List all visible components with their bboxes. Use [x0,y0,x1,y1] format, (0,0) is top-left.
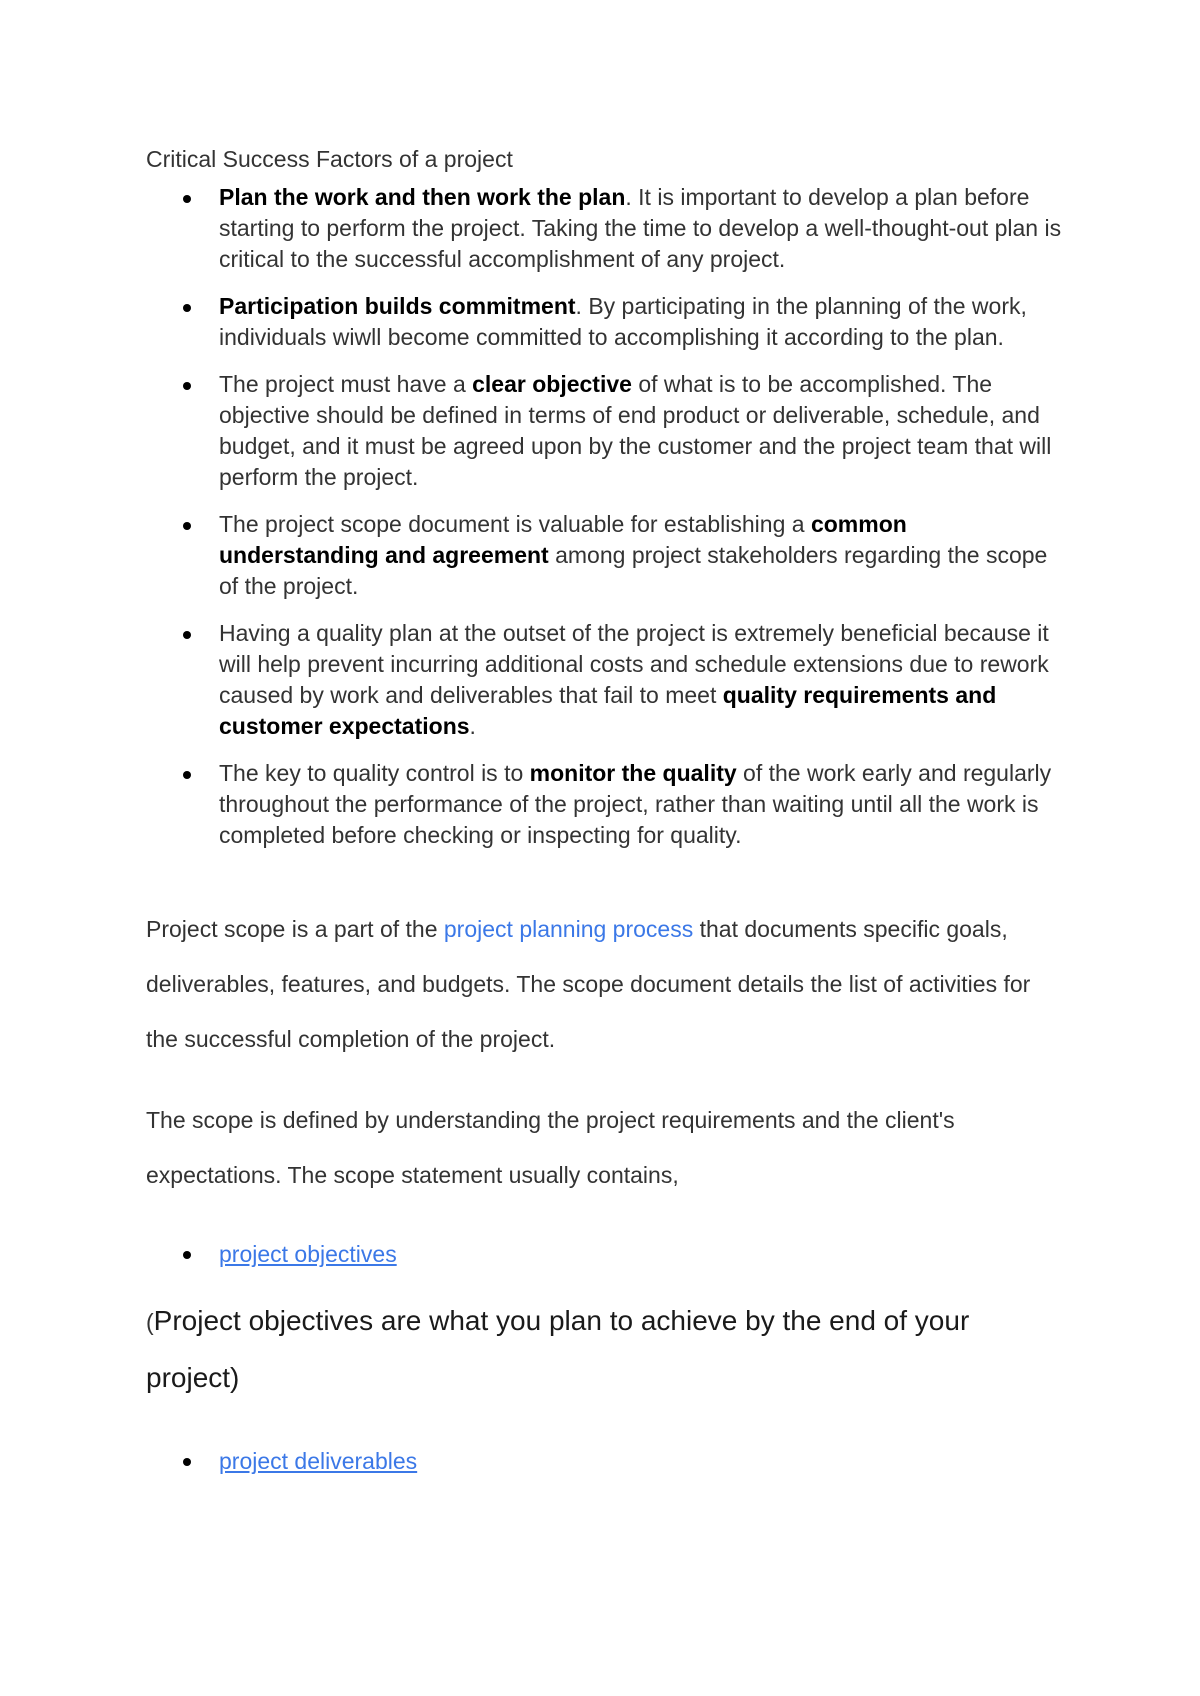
objectives-note [146,1293,1068,1406]
item-text: Having a quality plan at the outset of the project is extremely beneficial because it will help prevent incurring additional costs and schedule extensions due to rework caused by work and deliverables that fail to meet [219,620,1049,708]
item-text: The project scope document is valuable for establishing a [219,511,811,537]
item-bold: clear objective [472,371,632,397]
item-bold: monitor the quality [529,760,737,786]
project-objectives-link[interactable]: project objectives [219,1241,397,1267]
item-bold: common understanding and agreement [219,511,907,568]
list-item [146,509,1068,602]
bullet-icon [183,771,191,779]
item-bold: Participation builds commitment [219,293,576,319]
item-text: . By participating in the planning of the work, individuals wiwll become committed to accomplishing it according to the plan. [219,293,1027,350]
item-text: . It is important to develop a plan before starting to perform the project. Taking the time to develop a well-thought-out plan is critical to the successful accomplishment of any project. [219,184,1062,272]
project-deliverables-link[interactable]: project deliverables [219,1448,418,1474]
list-item [146,1237,1068,1271]
document-title: Critical Success Factors of a project [146,146,513,172]
open-paren: ( [146,1309,154,1335]
item-text: The project must have a [219,371,473,397]
scope-paragraph [146,902,1068,1067]
objectives-note-text: Project objectives are what you plan to achieve by the end of your project) [146,1305,970,1393]
scope-contents-list [146,1237,1068,1271]
item-text: among project stakeholders regarding the scope of the project. [219,542,1048,599]
list-item [146,182,1068,275]
list-item [146,618,1068,742]
success-factors-list [146,182,1068,851]
item-text: . [469,713,476,739]
list-item [146,1444,1068,1478]
scope-contents-list-2 [146,1444,1068,1478]
bullet-icon [183,195,191,203]
scope-text: that documents specific goals, deliverables, features, and budgets. The scope document details the list of activities for the successful completion of the project. [146,916,1031,1052]
item-text: The key to quality control is to [219,760,530,786]
scope-text: Project scope is a part of the [146,916,444,942]
bullet-icon [183,1458,191,1466]
item-bold: quality requirements and customer expectations [219,682,997,739]
list-item [146,758,1068,851]
scope-definition-paragraph: The scope is defined by understanding the project requirements and the client's expectations. The scope statement usually contains, [146,1107,955,1188]
bullet-icon [183,304,191,312]
item-bold: Plan the work and then work the plan [219,184,626,210]
list-item [146,369,1068,493]
bullet-icon [183,631,191,639]
bullet-icon [183,382,191,390]
document-content [146,142,1068,1478]
list-item [146,291,1068,353]
bullet-icon [183,522,191,530]
item-text: of what is to be accomplished. The objective should be defined in terms of end product or deliverable, schedule, and budget, and it must be agreed upon by the customer and the project team that will perform the project. [219,371,1052,490]
item-text: of the work early and regularly throughout the performance of the project, rather than waiting until all the work is completed before checking or inspecting for quality. [219,760,1052,848]
project-planning-process-link[interactable]: project planning process [443,916,694,942]
bullet-icon [183,1251,191,1259]
